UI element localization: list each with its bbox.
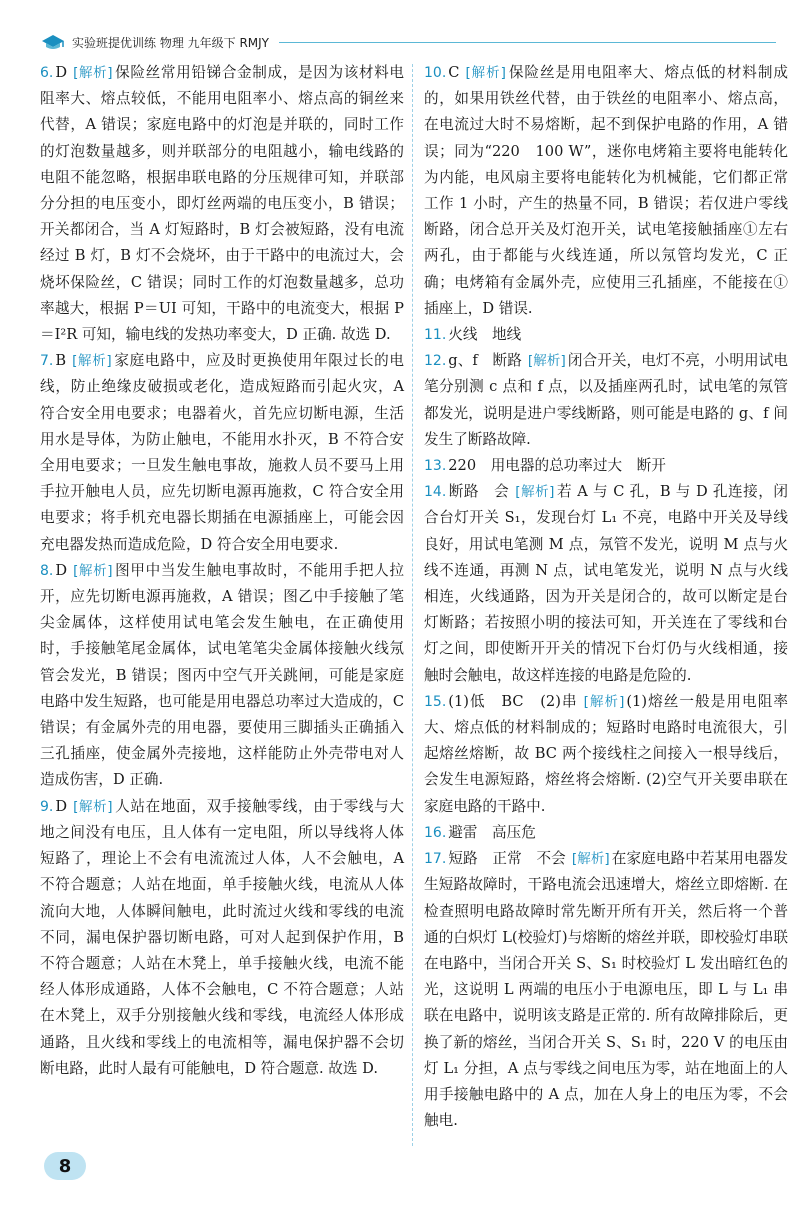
answer-key: 避雷 高压危	[448, 823, 536, 841]
left-column	[40, 60, 404, 1082]
question-number: 10.	[424, 65, 447, 81]
page-header	[40, 30, 800, 54]
explanation-text: 在家庭电路中若某用电器发生短路故障时，干路电流会迅速增大，熔丝立即熔断. 在检查照明电路故障时常先断开所有开关，然后将一个普通的白炽灯 L(校验灯)与熔断的熔丝并联，即校验灯串联在电路中，当闭合开关 S、S₁ 时校验灯 L 发出暗红色的光，这说明 L 两端的电压小于电源电压，即 L 与 L₁ 串联在电路中，说明该支路是正常的. 所有故障排除后，更换了新的熔丝，当闭合开关 S、S₁ 时，220 V 的电压由灯 L₁ 分担，A 点与零线之间电压为零，站在地面上的人用手接触电路中的 A 点，加在人身上的电压为零，不会触电.	[424, 850, 788, 1130]
question-number: 15.	[424, 693, 447, 710]
answer-key: D	[55, 561, 68, 579]
explanation-text: 若 A 与 C 孔，B 与 D 孔连接，闭合台灯开关 S₁，发现台灯 L₁ 不亮，电路中开关及导线良好，用试电笔测 M 点，氖管不发光，说明 M 点与火线不连通，再测 N 点，试电笔发光，说明 N 点与火线相连，火线通路，因为开关是闭合的，故可以断定是台灯断路；若按照小明的接法可知，开关连在了零线和台灯之间，即使断开开关的情况下台灯仍与火线相通，接触时会触电，故这样连接的电路是危险的.	[424, 483, 788, 684]
explanation-text: 闭合开关，电灯不亮，小明用试电笔分别测 c 点和 f 点，以及插座两孔时，试电笔的氖管都发光，说明是进户零线断路，则可能是电路的 g、f 间发生了断路故障.	[424, 352, 788, 448]
answer-entry-16	[424, 820, 788, 846]
answer-entry-15	[424, 689, 788, 820]
analysis-tag: [解析]	[73, 65, 113, 81]
question-number: 16.	[424, 824, 447, 841]
answer-key: 220 用电器的总功率过大 断开	[448, 457, 666, 475]
analysis-tag: [解析]	[72, 353, 112, 370]
explanation-text: 人站在地面，双手接触零线，由于零线与大地之间没有电压，且人体有一定电阻，所以导线将人体短路了，理论上不会有电流流过人体，人不会触电，A 不符合题意；人站在地面，单手接触火线，电流从人体流向大地，人体瞬间触电，此时流过火线和零线的电流不同，漏电保护器切断电路，可对人起到保护作用，B 不符合题意；人站在木凳上，单手接触火线，电流不能经人体形成通路，人体不会触电，C 不符合题意；人站在木凳上，双手分别接触火线和零线，电流经人体形成通路，且火线和零线上的电流相等，漏电保护器不会切断电路，此时人最有可能触电，D 符合题意. 故选 D.	[40, 797, 404, 1077]
answer-entry-12	[424, 348, 788, 453]
analysis-tag: [解析]	[571, 851, 610, 868]
answer-entry-17	[424, 846, 788, 1134]
explanation-text: (1)熔丝一般是用电阻率大、熔点低的材料制成的；短路时电路时电流很大，引起熔丝熔断，故 BC 两个接线柱之间接入一根导线后，会发生电源短路，熔丝将会熔断. (2)空气开关要串联在家庭电路的干路中.	[424, 692, 788, 815]
right-column	[424, 60, 788, 1134]
page-footer	[44, 1152, 86, 1180]
answer-key: C	[448, 64, 460, 81]
explanation-text: 家庭电路中，应及时更换使用年限过长的电线，防止绝缘皮破损或老化，造成短路而引起火灾，A 符合安全用电要求；电器着火，首先应切断电源，生活用水是导体，为防止触电，不能用水扑灭，B 不符合安全用电要求；一旦发生触电事故，施救人员不要马上用手拉开触电人员，应先切断电源再施救，C 符合安全用电要求；将手机充电器长期插在电源插座上，可能会因充电器发热而造成危险，D 符合安全用电要求.	[40, 352, 404, 553]
question-number: 9.	[40, 798, 54, 815]
answer-key: 短路 正常 不会	[448, 850, 566, 868]
question-number: 6.	[40, 65, 54, 81]
answer-key: B	[55, 352, 67, 370]
answer-key: 断路 会	[448, 483, 510, 501]
analysis-tag: [解析]	[465, 65, 506, 81]
analysis-tag: [解析]	[515, 484, 555, 501]
answer-entry-14	[424, 479, 788, 689]
answer-entry-11	[424, 322, 788, 348]
answer-entry-8	[40, 558, 404, 794]
question-number: 17.	[424, 851, 447, 868]
answer-entry-13	[424, 453, 788, 479]
question-number: 13.	[424, 458, 447, 475]
question-number: 11.	[424, 327, 447, 344]
column-divider	[412, 64, 413, 1146]
answer-entry-9	[40, 794, 404, 1082]
explanation-text: 图甲中当发生触电事故时，不能用手把人拉开，应先切断电源再施救，A 错误；图乙中手接触了笔尖金属体，这样使用试电笔会发生触电，在正确使用时，手接触笔尾金属体，试电笔笔尖金属体接触火线氖管会发光，B 错误；图丙中空气开关跳闸，可能是家庭电路中发生短路，也可能是用电器总功率过大造成的，C 错误；有金属外壳的用电器，要使用三脚插头正确插入三孔插座，使金属外壳接地，这样能防止外壳带电对人造成伤害，D 正确.	[40, 561, 404, 789]
question-number: 8.	[40, 562, 54, 579]
analysis-tag: [解析]	[527, 353, 566, 370]
answer-key: D	[55, 64, 68, 81]
answer-entry-7	[40, 348, 404, 558]
analysis-tag: [解析]	[73, 562, 113, 579]
analysis-tag: [解析]	[583, 693, 625, 710]
question-number: 12.	[424, 353, 447, 370]
question-number: 7.	[40, 353, 54, 370]
question-number: 14.	[424, 484, 447, 501]
header-rule	[279, 42, 776, 43]
answer-key: D	[55, 797, 68, 815]
page-number: 8	[44, 1152, 86, 1180]
answer-key: g、f 断路	[448, 352, 522, 370]
explanation-text: 保险丝常用铅锑合金制成，是因为该材料电阻率大、熔点较低，不能用电阻率小、熔点高的铜丝来代替，A 错误；家庭电路中的灯泡是并联的，同时工作的灯泡数量越多，则并联部分的电阻越小，输电线路的电阻不能忽略，根据串联电路的分压规律可知，并联部分分担的电压变小，即灯丝两端的电压变小，B 错误；开关都闭合，当 A 灯短路时，B 灯会被短路，没有电流经过 B 灯，B 灯不会烧坏，由于干路中的电流过大，会烧坏保险丝，C 错误；同时工作的灯泡数量越多，总功率越大，根据 P＝UI 可知，干路中的电流变大，根据 P＝I²R 可知，输电线的发热功率变大，D 正确. 故选 D.	[40, 64, 404, 344]
answer-key: 火线 地线	[448, 326, 522, 344]
book-logo-icon	[40, 32, 66, 52]
answer-entry-6	[40, 60, 404, 348]
answer-entry-10	[424, 60, 788, 322]
analysis-tag: [解析]	[73, 798, 113, 815]
answer-key: (1)低 BC (2)串	[448, 692, 578, 710]
header-title: 实验班提优训练 物理 九年级下 RMJY	[72, 35, 270, 50]
explanation-text: 保险丝是用电阻率大、熔点低的材料制成的，如果用铁丝代替，由于铁丝的电阻率小、熔点高，在电流过大时不易熔断，起不到保护电路的作用，A 错误；同为“220 100 W”，迷你电烤箱主要将电能转化为内能，电风扇主要将电能转化为机械能，它们都正常工作 1 小时，产生的热量不同，B 错误；若仅进户零线断路，闭合总开关及灯泡开关，试电笔接触插座①左右两孔，由于都能与火线连通，所以氖管均发光，C 正确；电烤箱有金属外壳，应使用三孔插座，不能接在①插座上，D 错误.	[424, 64, 788, 317]
